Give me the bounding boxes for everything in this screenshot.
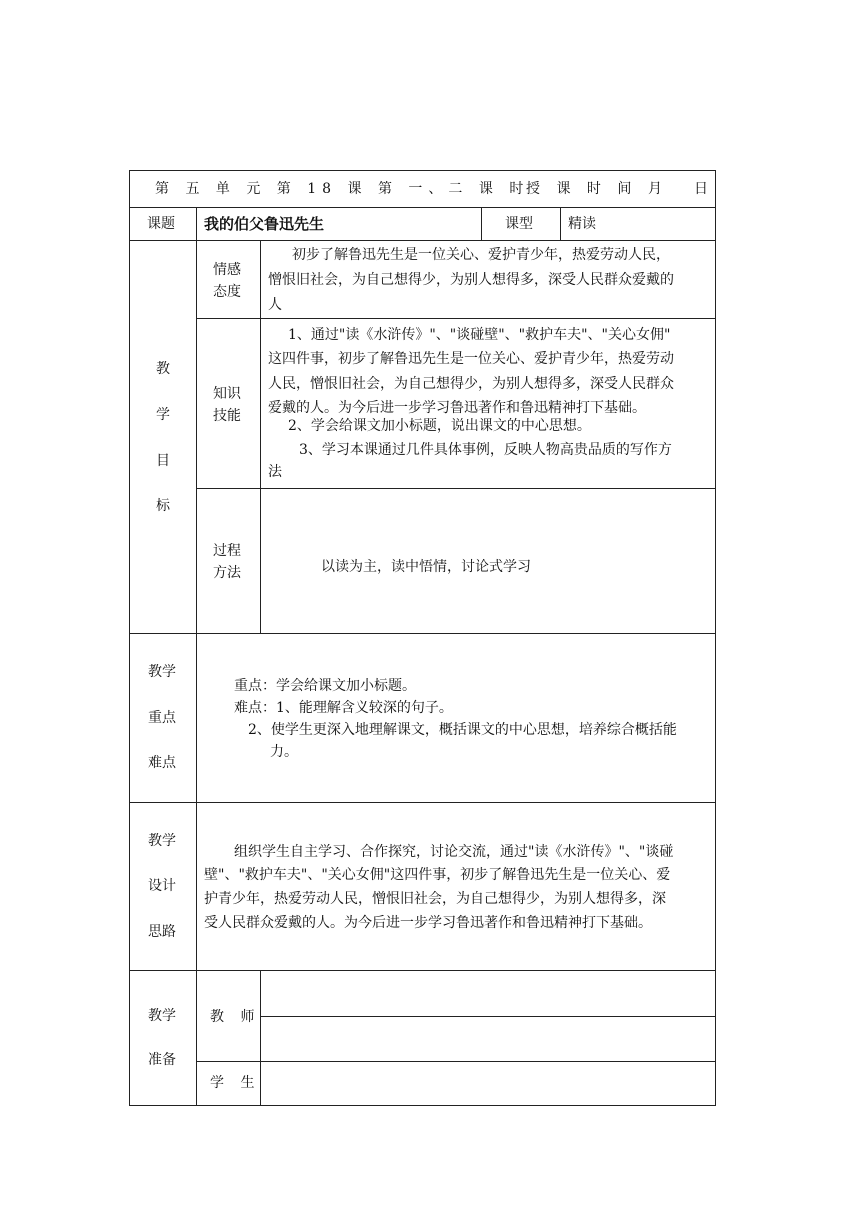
prep-label: 准备 (148, 1052, 176, 1068)
lesson-type-label: 课型 (505, 216, 533, 232)
knowledge-text-line: 2、学会给课文加小标题，说出课文的中心思想。 (288, 418, 591, 434)
row-divider (129, 970, 716, 971)
emotion-text-line: 憎恨旧社会，为自己想得少，为别人想得多，深受人民群众爱戴的 (268, 272, 674, 288)
design-text-line: 组织学生自主学习、合作探究，讨论交流，通过"读《水浒传》"、"谈碰 (234, 844, 674, 860)
goals-label-char: 教 (156, 361, 170, 377)
teaching-time-label: 授 课 时 间 (526, 181, 638, 197)
design-label: 设计 (148, 878, 176, 894)
student-label: 学 生 (210, 1075, 261, 1091)
col-divider (260, 240, 261, 633)
row-divider (260, 1016, 716, 1017)
row-divider (196, 318, 716, 319)
key-points-label: 难点 (148, 755, 176, 771)
goals-label-char: 标 (156, 498, 170, 514)
key-point-line: 重点：学会给课文加小标题。 (234, 678, 416, 694)
emotion-label: 态度 (213, 284, 241, 300)
key-points-label: 重点 (148, 710, 176, 726)
design-label: 思路 (148, 924, 176, 940)
emotion-label: 情感 (213, 262, 241, 278)
month-label: 月 (648, 181, 662, 197)
knowledge-label: 知识 (213, 386, 241, 402)
col-divider (196, 970, 197, 1106)
design-label: 教学 (148, 833, 176, 849)
prep-label: 教学 (148, 1008, 176, 1024)
goals-label-char: 学 (156, 407, 170, 423)
col-divider (196, 240, 197, 633)
design-text-line: 壁"、"救护车夫"、"关心女佣"这四件事，初步了解鲁迅先生是一位关心、爱 (204, 867, 671, 883)
knowledge-text-line: 1、通过"读《水浒传》"、"谈碰壁"、"救护车夫"、"关心女佣" (288, 327, 671, 343)
emotion-text-line: 人 (268, 297, 282, 313)
col-divider (196, 207, 197, 240)
lesson-type-value: 精读 (568, 216, 596, 232)
process-text: 以读为主，读中悟情，讨论式学习 (321, 559, 531, 575)
col-divider (196, 633, 197, 970)
knowledge-text-line: 3、学习本课通过几件具体事例，反映人物高贵品质的写作方 (299, 442, 672, 458)
key-points-label: 教学 (148, 664, 176, 680)
row-divider (129, 207, 716, 208)
unit-lesson-label: 第 五 单 元 第 18 课 第 一、二 课 时 (155, 181, 530, 197)
row-divider (196, 1061, 716, 1062)
knowledge-text-line: 法 (268, 464, 282, 480)
col-divider (560, 207, 561, 240)
lesson-plan-table (129, 170, 716, 1106)
row-divider (129, 802, 716, 803)
row-divider (129, 633, 716, 634)
topic-value: 我的伯父鲁迅先生 (204, 215, 325, 233)
row-divider (196, 488, 716, 489)
process-label: 方法 (213, 565, 241, 581)
day-label: 日 (694, 181, 708, 197)
col-divider (481, 207, 482, 240)
teacher-label: 教 师 (210, 1009, 261, 1025)
key-point-line: 2、使学生更深入地理解课文，概括课文的中心思想，培养综合概括能 (248, 722, 677, 738)
knowledge-text-line: 人民，憎恨旧社会，为自己想得少，为别人想得多，深受人民群众 (268, 376, 674, 392)
design-text-line: 受人民群众爱戴的人。为今后进一步学习鲁迅著作和鲁迅精神打下基础。 (204, 915, 652, 931)
goals-label-char: 目 (156, 453, 170, 469)
key-point-line: 力。 (270, 744, 298, 760)
knowledge-text-line: 这四件事，初步了解鲁迅先生是一位关心、爱护青少年，热爱劳动 (268, 351, 674, 367)
knowledge-text-line: 爱戴的人。为今后进一步学习鲁迅著作和鲁迅精神打下基础。 (268, 400, 646, 416)
key-point-line: 难点：1、能理解含义较深的句子。 (234, 700, 453, 716)
knowledge-label: 技能 (213, 408, 241, 424)
topic-label: 课题 (147, 216, 175, 232)
design-text-line: 护青少年，热爱劳动人民，憎恨旧社会，为自己想得少，为别人想得多，深 (204, 891, 666, 907)
process-label: 过程 (213, 543, 241, 559)
row-divider (129, 240, 716, 241)
emotion-text-line: 初步了解鲁迅先生是一位关心、爱护青少年，热爱劳动人民， (292, 247, 670, 263)
